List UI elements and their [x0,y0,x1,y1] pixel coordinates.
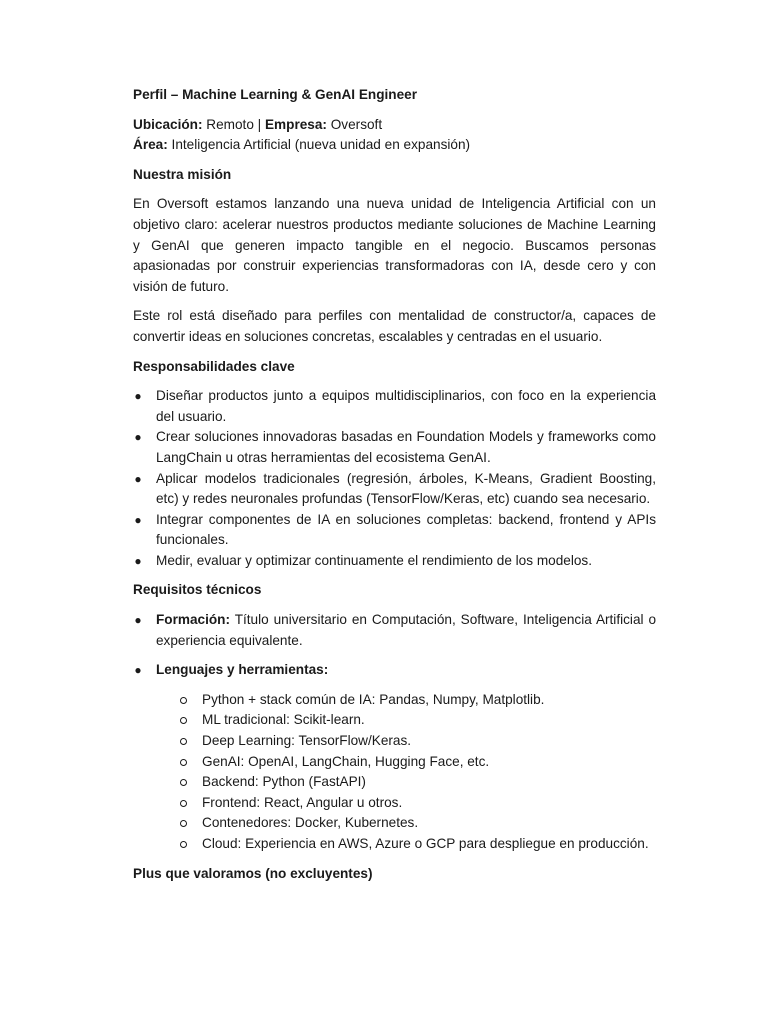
list-item-text: Backend: Python (FastAPI) [202,774,366,790]
document-title: Perfil – Machine Learning & GenAI Engineer [133,87,418,102]
circle-bullet-icon [180,738,187,745]
list-item [133,386,656,427]
circle-bullet-icon [180,717,187,724]
list-item-languages [133,660,656,681]
requirements-heading: Requisitos técnicos [133,582,262,598]
area-line [133,135,656,156]
tools-list [133,690,656,855]
meta-separator: | [257,116,262,132]
list-item-text: Medir, evaluar y optimizar continuamente el rendimiento de los modelos. [156,552,592,568]
document-content [133,85,656,893]
responsibilities-list [133,386,656,571]
list-item-text: Python + stack común de IA: Pandas, Numpy, Matplotlib. [202,691,545,707]
circle-bullet-icon [180,841,187,848]
area-label: Área: [133,137,168,153]
list-item [133,752,656,773]
list-item [133,793,656,814]
list-item-text: Aplicar modelos tradicionales (regresión, árboles, K-Means, Gradient Boosting, etc) y redes neuronales profundas (TensorFlow/Keras, etc) cuando sea necesario. [156,470,656,507]
list-item-text: Integrar componentes de IA en soluciones completas: backend, frontend y APIs funcionales. [156,511,656,548]
list-item-education [133,610,656,651]
location-value: Remoto [206,116,254,132]
list-item-text: Contenedores: Docker, Kubernetes. [202,815,419,831]
circle-bullet-icon [180,800,187,807]
responsibilities-heading: Responsabilidades clave [133,358,295,374]
list-item-text: ML tradicional: Scikit-learn. [202,712,365,728]
company-value: Oversoft [330,116,383,132]
list-item [133,731,656,752]
list-item [133,772,656,793]
mission-paragraph: En Oversoft estamos lanzando una nueva unidad de Inteligencia Artificial con un objetivo claro: acelerar nuestros productos mediante soluciones de Machine Learning y GenAI que generen impacto tangible en el negocio. Buscamos personas apasionadas por construir experiencias transformadoras con IA, desde cero y con visión de futuro. [133,196,656,294]
circle-bullet-icon [180,759,187,766]
location-company-line [133,115,656,136]
bullet-icon: ● [134,389,142,404]
list-item [133,469,656,510]
bullet-icon: ● [134,613,142,628]
education-value: Título universitario en Computación, Software, Inteligencia Artificial o experiencia equivalente. [156,612,657,648]
list-item-text: Cloud: Experiencia en AWS, Azure o GCP para despliegue en producción. [202,836,649,851]
list-item-text: Diseñar productos junto a equipos multidisciplinarios, con foco en la experiencia del usuario. [156,388,656,424]
area-value: Inteligencia Artificial (nueva unidad en expansión) [171,137,471,153]
location-label: Ubicación: [133,116,203,132]
list-item [133,690,656,711]
company-label: Empresa: [264,116,327,132]
list-item [133,710,656,731]
circle-bullet-icon [180,697,187,704]
bullet-icon: ● [134,430,142,445]
circle-bullet-icon [180,820,187,827]
circle-bullet-icon [180,779,187,786]
list-item-text: GenAI: OpenAI, LangChain, Hugging Face, etc. [202,753,490,769]
education-label: Formación: [156,612,231,628]
languages-label: Lenguajes y herramientas: [156,662,329,678]
mission-heading: Nuestra misión [133,166,232,182]
list-item [133,551,656,572]
bullet-icon: ● [134,553,142,568]
role-paragraph: Este rol está diseñado para perfiles con mentalidad de constructor/a, capaces de convertir ideas en soluciones concretas, escalables y centradas en el usuario. [133,308,656,344]
list-item [133,834,656,855]
list-item [133,813,656,834]
list-item [133,427,656,468]
bullet-icon: ● [134,663,142,678]
requirements-list [133,610,656,681]
list-item-text: Crear soluciones innovadoras basadas en Foundation Models y frameworks como LangChain u otras herramientas del ecosistema GenAI. [156,429,656,465]
job-meta [133,115,656,156]
bullet-icon: ● [134,512,142,527]
bullet-icon: ● [134,471,142,486]
list-item-text: Frontend: React, Angular u otros. [202,794,403,810]
plus-heading: Plus que valoramos (no excluyentes) [133,865,373,881]
list-item [133,510,656,551]
list-item-text: Deep Learning: TensorFlow/Keras. [202,733,412,749]
